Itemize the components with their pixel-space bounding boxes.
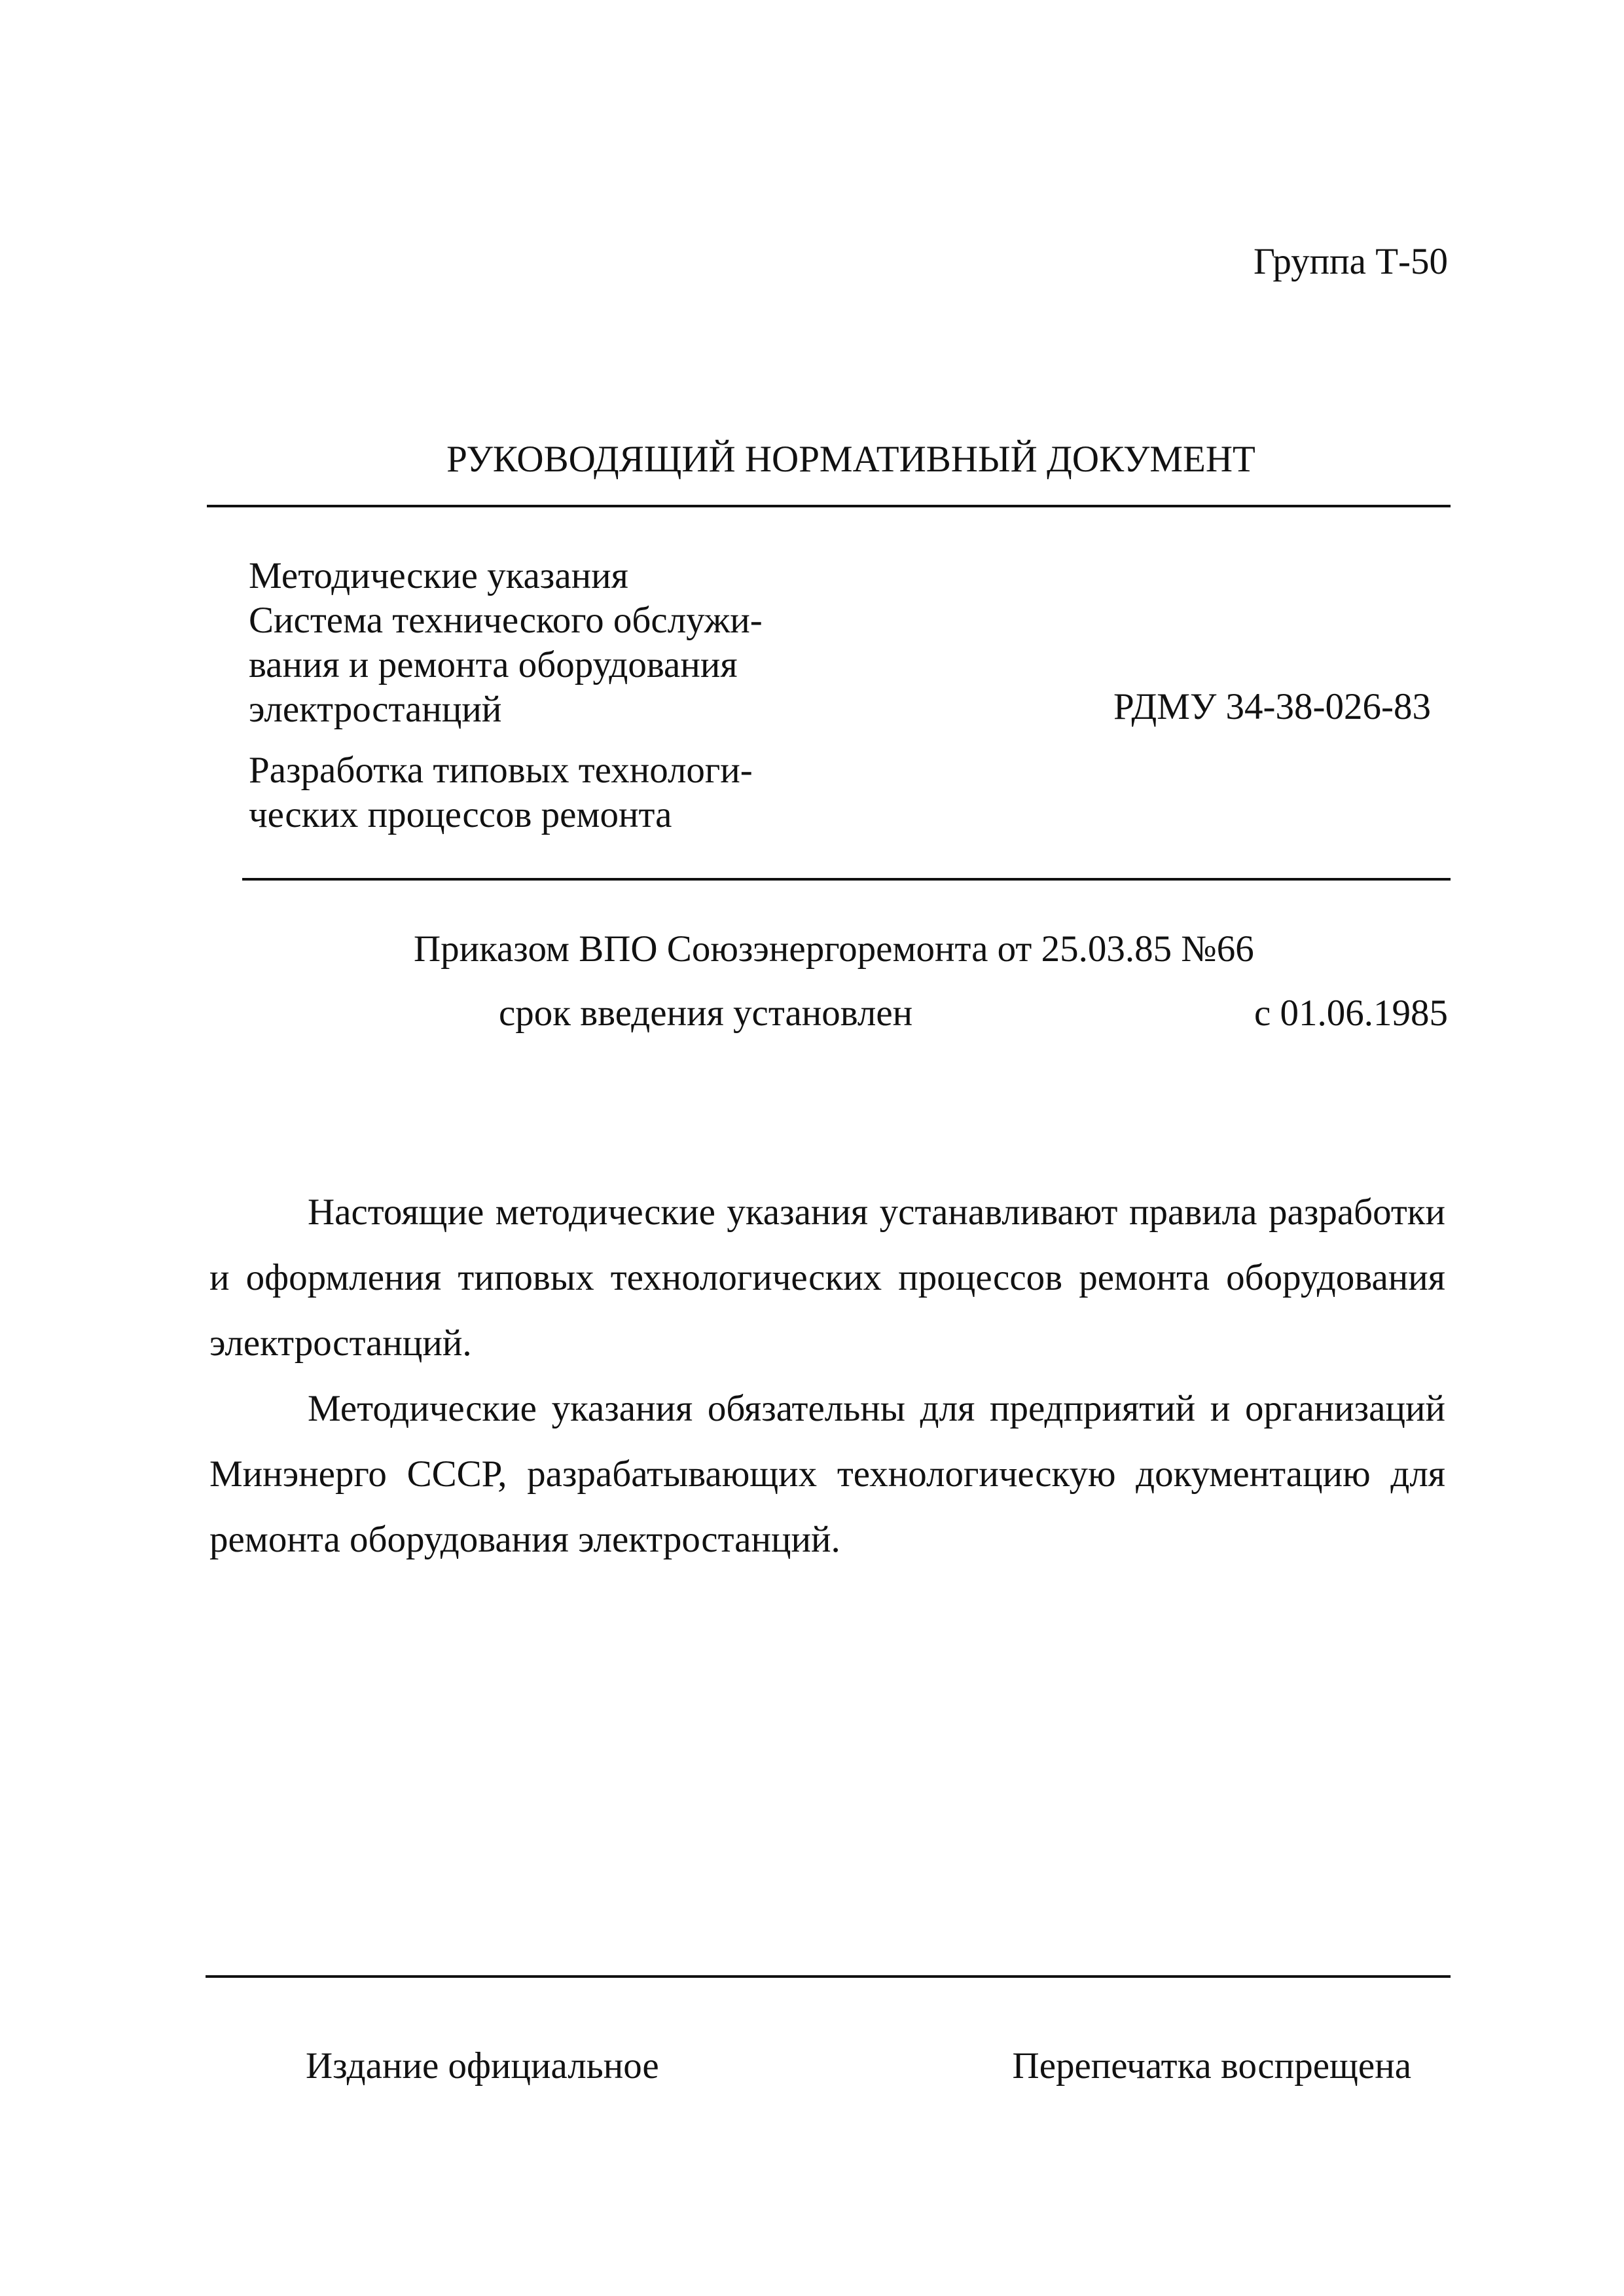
document-title: [249, 554, 763, 732]
top-divider: [207, 505, 1451, 507]
title-divider: [242, 878, 1451, 881]
official-edition-label: Издание официальное: [306, 2045, 659, 2086]
body-text: [209, 1180, 1445, 1573]
title-line: электростанций: [249, 689, 502, 730]
body-paragraph: Настоящие методические указания устанавливают правила разработки и оформления типовых технологических процессов ремонта оборудования электростанций.: [209, 1192, 1445, 1364]
document-number: РДМУ 34-38-026-83: [1113, 686, 1431, 727]
effective-date: с 01.06.1985: [1254, 993, 1448, 1034]
document-type-heading: РУКОВОДЯЩИЙ НОРМАТИВНЫЙ ДОКУМЕНТ: [446, 439, 1255, 480]
reprint-prohibited-label: Перепечатка воспрещена: [1012, 2045, 1411, 2086]
document-subtitle: [249, 748, 753, 837]
body-paragraph: Методические указания обязательны для предприятий и организаций Минэнерго СССР, разрабатывающих технологическую документацию для ремонта оборудования электростанций.: [209, 1388, 1445, 1560]
approval-order: Приказом ВПО Союзэнергоремонта от 25.03.85 №66: [414, 928, 1254, 970]
group-label: Группа Т-50: [1254, 241, 1448, 282]
title-line: Система технического обслужи-: [249, 600, 763, 641]
title-line: Методические указания: [249, 555, 628, 596]
subtitle-line: ческих процессов ремонта: [249, 794, 672, 835]
subtitle-line: Разработка типовых технологи-: [249, 750, 753, 791]
effective-label: срок введения установлен: [499, 993, 913, 1034]
title-line: вания и ремонта оборудования: [249, 644, 738, 685]
footer-divider: [206, 1975, 1451, 1978]
